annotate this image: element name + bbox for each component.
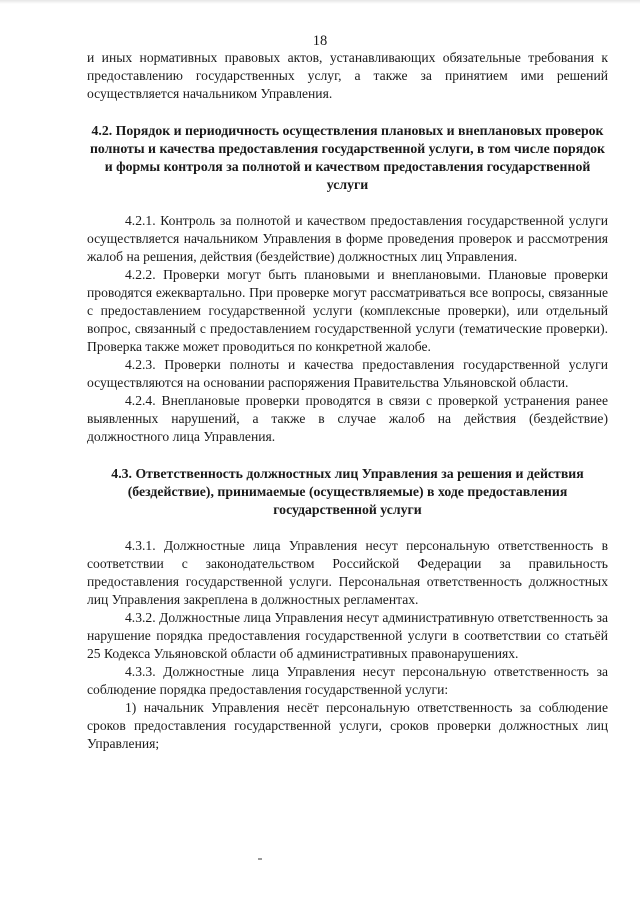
page-number: 18 xyxy=(312,33,328,49)
paragraph-4-2-4: 4.2.4. Внеплановые проверки проводятся в связи с проверкой устранения ранее выявленных нарушений, а также в случае жалоб на действия (бездействие) должностного лица Управления. xyxy=(87,393,608,444)
paragraph-4-3-2: 4.3.2. Должностные лица Управления несут административную ответственность за нарушение порядка предоставления государственной услуги в соответствии со статьёй 25 Кодекса Ульяновской области об административных правонарушениях. xyxy=(87,610,608,661)
paragraph-4-2-3: 4.2.3. Проверки полноты и качества предоставления государственной услуги осуществляются на основании распоряжения Правительства Ульяновской области. xyxy=(87,357,608,390)
paragraph-4-2-2: 4.2.2. Проверки могут быть плановыми и внеплановыми. Плановые проверки проводятся ежеквартально. При проверке могут рассматриваться все вопросы, связанные с предоставлением государственной услуги (комплексные проверки), или отдельный вопрос, связанный с предоставлением государственной услуги (тематические проверки). Проверка также может проводиться по конкретной жалобе. xyxy=(87,267,608,354)
page-content xyxy=(87,49,608,753)
list-item-1: 1) начальник Управления несёт персональную ответственность за соблюдение сроков предоставления государственной услуги, сроков проверки должностных лиц Управления; xyxy=(87,700,608,751)
scan-speck xyxy=(258,858,262,860)
scan-edge-shadow xyxy=(0,0,640,4)
paragraph-4-3-3: 4.3.3. Должностные лица Управления несут персональную ответственность за соблюдение порядка предоставления государственной услуги: xyxy=(87,664,608,697)
paragraph-4-3-1: 4.3.1. Должностные лица Управления несут персональную ответственность в соответствии с законодательством Российской Федерации за правильность предоставления государственной услуги. Персональная ответственность должностных лиц Управления закреплена в должностных регламентах. xyxy=(87,538,608,607)
paragraph-4-2-1: 4.2.1. Контроль за полнотой и качеством предоставления государственной услуги осуществляется начальником Управления в форме проведения проверок и рассмотрения жалоб на решения, действия (бездействие) должностных лиц Управления. xyxy=(87,213,608,264)
section-4-2-heading: 4.2. Порядок и периодичность осуществления плановых и внеплановых проверок полноты и качества предоставления государственной услуги, в том числе порядок и формы контроля за полнотой и качеством предоставления государственной услуги xyxy=(89,123,605,192)
section-4-3-heading: 4.3. Ответственность должностных лиц Управления за решения и действия (бездействие), принимаемые (осуществляемые) в ходе предоставления государственной услуги xyxy=(111,466,584,517)
intro-paragraph: и иных нормативных правовых актов, устанавливающих обязательные требования к предоставлению государственных услуг, а также за принятием ими решений осуществляется начальником Управления. xyxy=(87,50,608,101)
